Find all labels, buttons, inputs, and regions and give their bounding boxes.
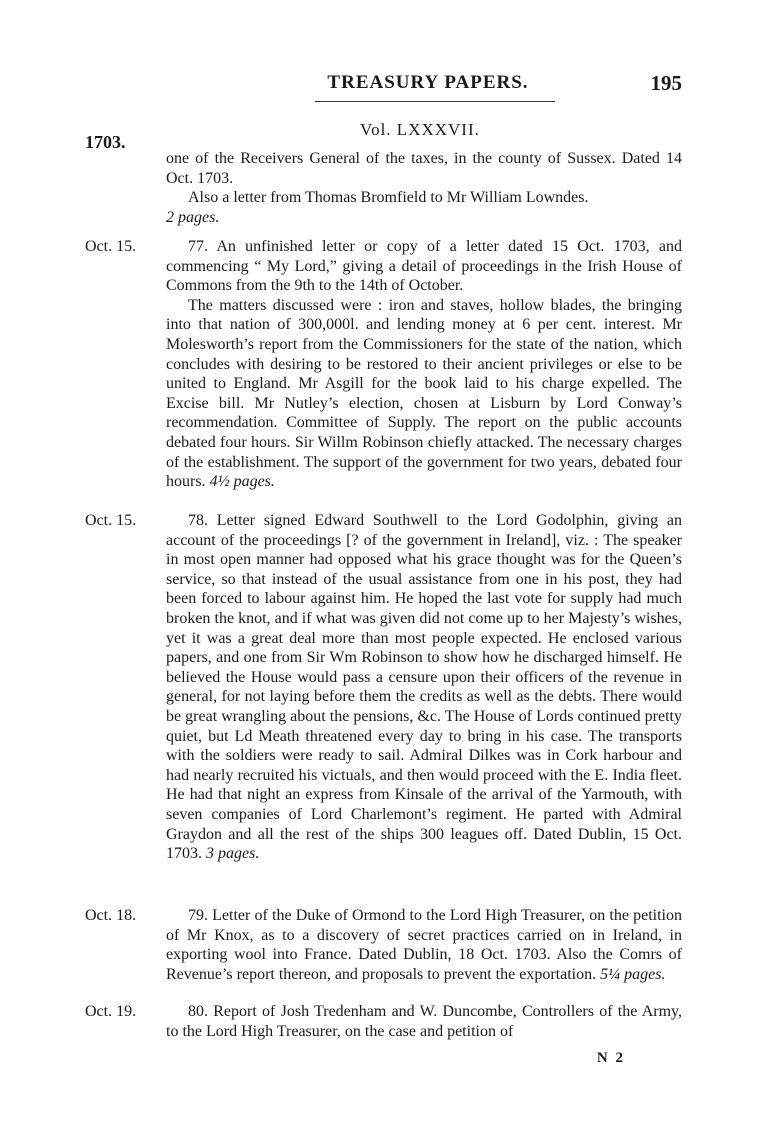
continuation-text: one of the Receivers General of the taxes, in the county of Sussex. Dated 14 Oct. 1703. <box>166 150 682 187</box>
entry-80 <box>166 1002 682 1041</box>
entry-paragraph: 78. Letter signed Edward Southwell to the Lord Godolphin, giving an account of the proceedings [? of the government in Ireland], viz. : The speaker in most open manner had opposed what his grace thought was for the Queen’s service, so that instead of the usual assistance from one in his post, they had been forced to labour against him. He hoped the last vote for supply had much broken the knot, and if what was given did not come up to her Majesty’s wishes, yet it was a great deal more than most people expected. He enclosed various papers, and one from Sir Wm Robinson to show how he discharged himself. He believed the House would pass a censure upon their officers of the revenue in general, for not laying before them the credits as well as the debts. There would be great wrangling about the pensions, &c. The House of Lords continued pretty quiet, but Ld Meath threatened every day to bring in his case. The transports with the soldiers were ready to sail. Admiral Dilkes was in Cork harbour and had nearly recruited his victuals, and then would proceed with the E. India fleet. He had that night an express from Kinsale of the arrival of the Yarmouth, with seven companies of Lord Charlemont’s regiment. He parted with Admiral Graydon and all the rest of the ships 300 leagues off. Dated Dublin, 15 Oct. 1703. 3 pages. <box>166 512 682 863</box>
entry-paragraph: 77. An unfinished letter or copy of a letter dated 15 Oct. 1703, and commencing “ My Lord,” giving a detail of proceedings in the Irish House of Commons from the 9th to the 14th of October. <box>166 238 682 295</box>
page-number: 195 <box>650 71 682 95</box>
entry-paragraph: The matters discussed were : iron and staves, hollow blades, the bringing into that nation of 300,000l. and lending money at 6 per cent. interest. Mr Molesworth’s report from the Commissioners for the state of the nation, which concludes with desiring to be restored to their ancient privileges or else to be united to England. Mr Asgill for the book laid to his charge expelled. The Excise bill. Mr Nutley’s election, chosen at Lisburn by Lord Conway’s recommendation. Committee of Supply. The report on the public accounts debated four hours. Sir Willm Robinson chiefly attacked. The necessary charges of the establishment. The support of the government for two years, debated four hours. 4½ pages. <box>166 296 682 491</box>
volume-heading: Vol. LXXXVII. <box>360 120 480 139</box>
running-title: TREASURY PAPERS. <box>327 72 529 93</box>
page-count: 4½ pages. <box>209 473 275 491</box>
entry-date: Oct. 15. <box>85 238 137 255</box>
entry-77 <box>166 237 682 492</box>
year-marginal: 1703. <box>85 132 126 152</box>
page-count: 2 pages. <box>166 208 220 226</box>
entry-date: Oct. 19. <box>85 1003 137 1020</box>
entry-date: Oct. 18. <box>85 907 137 924</box>
signature-mark: N 2 <box>596 1050 625 1066</box>
continuation-block <box>166 149 682 227</box>
header-rule <box>315 101 555 102</box>
entry-paragraph: 80. Report of Josh Tredenham and W. Duncombe, Controllers of the Army, to the Lord High Treasurer, on the case and petition of <box>166 1003 682 1040</box>
entry-78 <box>166 511 682 864</box>
entry-paragraph: 79. Letter of the Duke of Ormond to the Lord High Treasurer, on the petition of Mr Knox, as to a discovery of secret practices carried on in Ireland, in exporting wool into France. Dated Dublin, 18 Oct. 1703. Also the Comrs of Revenue’s report thereon, and proposals to prevent the exportation. 5¼ pages. <box>166 907 682 983</box>
page-count: 5¼ pages. <box>600 965 666 983</box>
entry-date: Oct. 15. <box>85 512 137 529</box>
entry-79 <box>166 906 682 984</box>
page-count: 3 pages. <box>206 845 260 863</box>
continuation-enclosure: Also a letter from Thomas Bromfield to Mr William Lowndes. 2 pages. <box>166 189 589 226</box>
